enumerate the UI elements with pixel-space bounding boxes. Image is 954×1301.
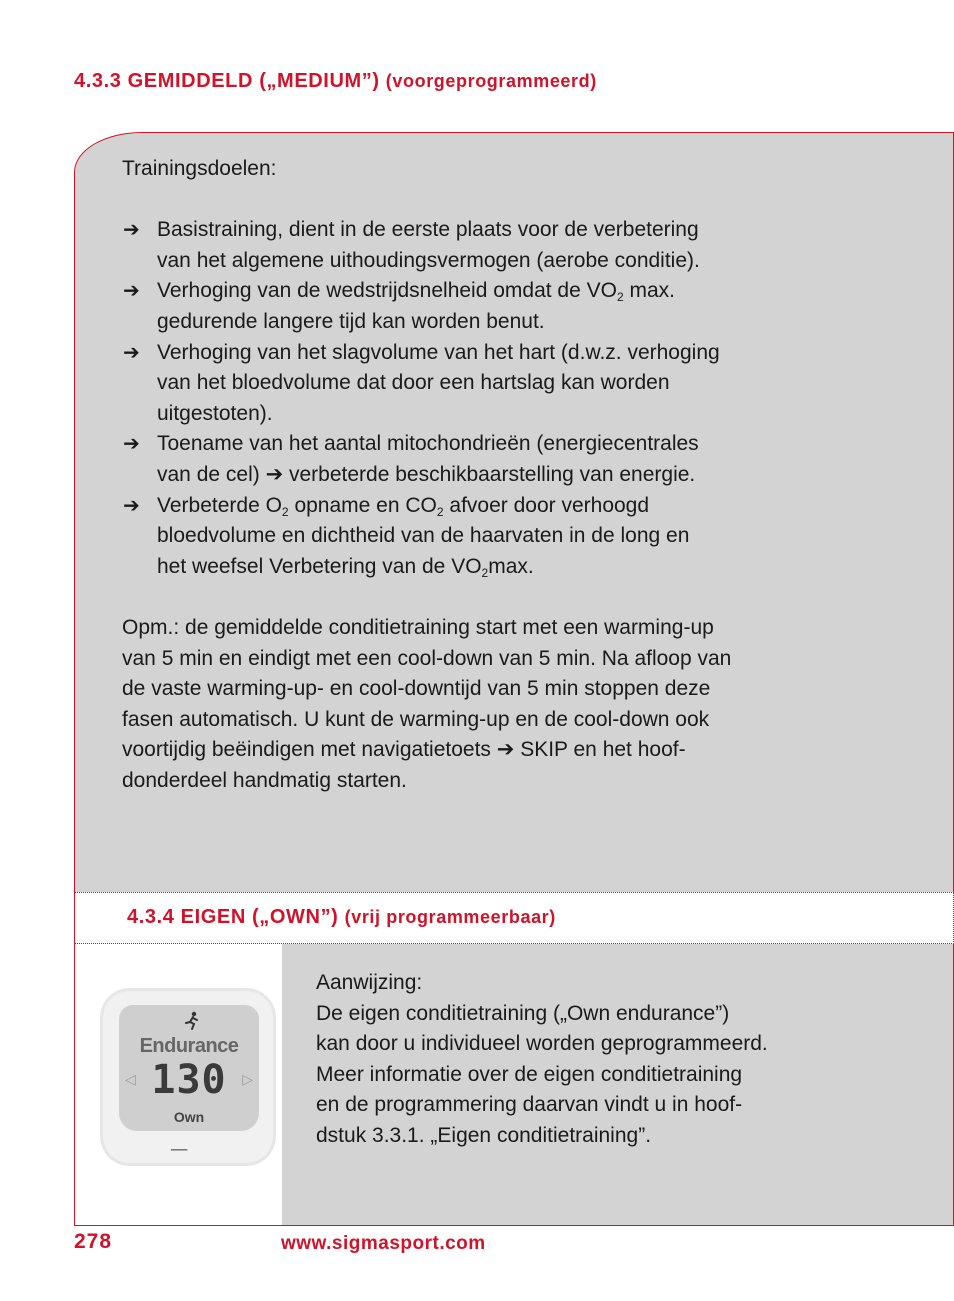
list-item bbox=[122, 491, 842, 583]
goals-list bbox=[122, 215, 842, 582]
goal-text: opname en CO bbox=[288, 493, 437, 517]
subscript: 2 bbox=[616, 290, 624, 305]
note-line: Aanwijzing: bbox=[316, 971, 423, 994]
panel-body bbox=[122, 154, 842, 796]
note-line: dstuk 3.3.1. „Eigen conditietraining”. bbox=[316, 1123, 652, 1147]
device-illustration bbox=[100, 988, 276, 1166]
subsection-heading-paren: (vrij programmeerbaar) bbox=[344, 907, 556, 927]
subsection-heading-main: 4.3.4 EIGEN („OWN”) bbox=[127, 906, 339, 928]
remark-text: SKIP en het hoof- bbox=[514, 738, 686, 762]
subscript: 2 bbox=[436, 504, 444, 519]
goal-line: van het algemene uithoudingsvermogen (aerobe conditie). bbox=[157, 248, 700, 272]
goal-line: bloedvolume en dichtheid van de haarvaten in de long en bbox=[157, 524, 690, 548]
goal-text: verbeterde beschikbaarstelling van energie. bbox=[283, 462, 696, 486]
goal-text: max. bbox=[623, 279, 675, 303]
remark-paragraph bbox=[122, 613, 842, 797]
page-number: 278 bbox=[74, 1230, 113, 1253]
arrow-icon: ➔ bbox=[123, 433, 140, 456]
list-item bbox=[122, 338, 842, 430]
footer-link[interactable]: www.sigmasport.com bbox=[281, 1233, 486, 1254]
device-value: 130 bbox=[151, 1057, 227, 1103]
note-line: Meer informatie over de eigen conditietraining bbox=[316, 1062, 743, 1086]
arrow-icon: ➔ bbox=[496, 738, 515, 762]
goal-text: max. bbox=[488, 554, 534, 578]
note-line: en de programmering daarvan vindt u in hoof- bbox=[316, 1093, 743, 1117]
remark-line: fasen automatisch. U kunt de warming-up en de cool-down ook bbox=[122, 707, 710, 731]
device-screen bbox=[119, 1005, 259, 1131]
arrow-icon: ➔ bbox=[265, 462, 284, 486]
subsection-heading bbox=[127, 906, 556, 929]
goals-title: Trainingsdoelen: bbox=[122, 157, 277, 180]
remark-line: donderdeel handmatig starten. bbox=[122, 768, 407, 792]
note bbox=[316, 968, 876, 1152]
goal-line: van het bloedvolume dat door een hartslag kan worden bbox=[157, 371, 670, 395]
note-line: kan door u individueel worden geprogrammeerd. bbox=[316, 1032, 768, 1056]
note-line: De eigen conditietraining („Own endurance”) bbox=[316, 1001, 730, 1025]
subscript: 2 bbox=[281, 504, 289, 519]
brand-mark: ━━━ bbox=[171, 1145, 188, 1155]
device-label: Endurance bbox=[139, 1035, 239, 1057]
goal-line: gedurende langere tijd kan worden benut. bbox=[157, 309, 545, 333]
goal-text: Verhoging van de wedstrijdsnelheid omdat de VO bbox=[157, 279, 617, 303]
goal-text: afvoer door verhoogd bbox=[443, 493, 650, 517]
goal-text: het weefsel Verbetering van de VO bbox=[157, 554, 482, 578]
goal-text: van de cel) bbox=[157, 462, 266, 486]
remark-text: voortijdig beëindigen met navigatietoets bbox=[122, 738, 497, 762]
list-item bbox=[122, 276, 842, 337]
goal-line: Verhoging van het slagvolume van het hart (d.w.z. verhoging bbox=[157, 340, 720, 364]
list-item bbox=[122, 429, 842, 490]
remark-line: van 5 min en eindigt met een cool-down van 5 min. Na afloop van bbox=[122, 646, 732, 670]
arrow-icon: ➔ bbox=[123, 280, 140, 303]
subscript: 2 bbox=[481, 565, 489, 580]
goal-line: uitgestoten). bbox=[157, 401, 273, 425]
goal-line: Basistraining, dient in de eerste plaats voor de verbetering bbox=[157, 218, 699, 242]
section-heading-paren: (voorgeprogrammeerd) bbox=[385, 71, 597, 91]
side-marker: ▷ bbox=[242, 1071, 253, 1087]
device-unit: Own bbox=[173, 1109, 205, 1125]
remark-line: de vaste warming-up- en cool-downtijd van 5 min stoppen deze bbox=[122, 677, 711, 701]
runner-icon bbox=[182, 1011, 202, 1036]
remark-line: Opm.: de gemiddelde conditietraining start met een warming-up bbox=[122, 615, 714, 639]
arrow-icon: ➔ bbox=[123, 219, 140, 242]
side-marker: ◁ bbox=[125, 1071, 136, 1087]
section-heading-main: 4.3.3 GEMIDDELD („MEDIUM”) bbox=[74, 70, 380, 92]
arrow-icon: ➔ bbox=[123, 494, 140, 517]
goal-text: Verbeterde O bbox=[157, 493, 282, 517]
subsection-band bbox=[74, 892, 954, 944]
list-item bbox=[122, 215, 842, 276]
goal-line: Toename van het aantal mitochondrieën (energiecentrales bbox=[157, 432, 699, 456]
arrow-icon: ➔ bbox=[123, 341, 140, 364]
section-heading bbox=[74, 70, 597, 93]
